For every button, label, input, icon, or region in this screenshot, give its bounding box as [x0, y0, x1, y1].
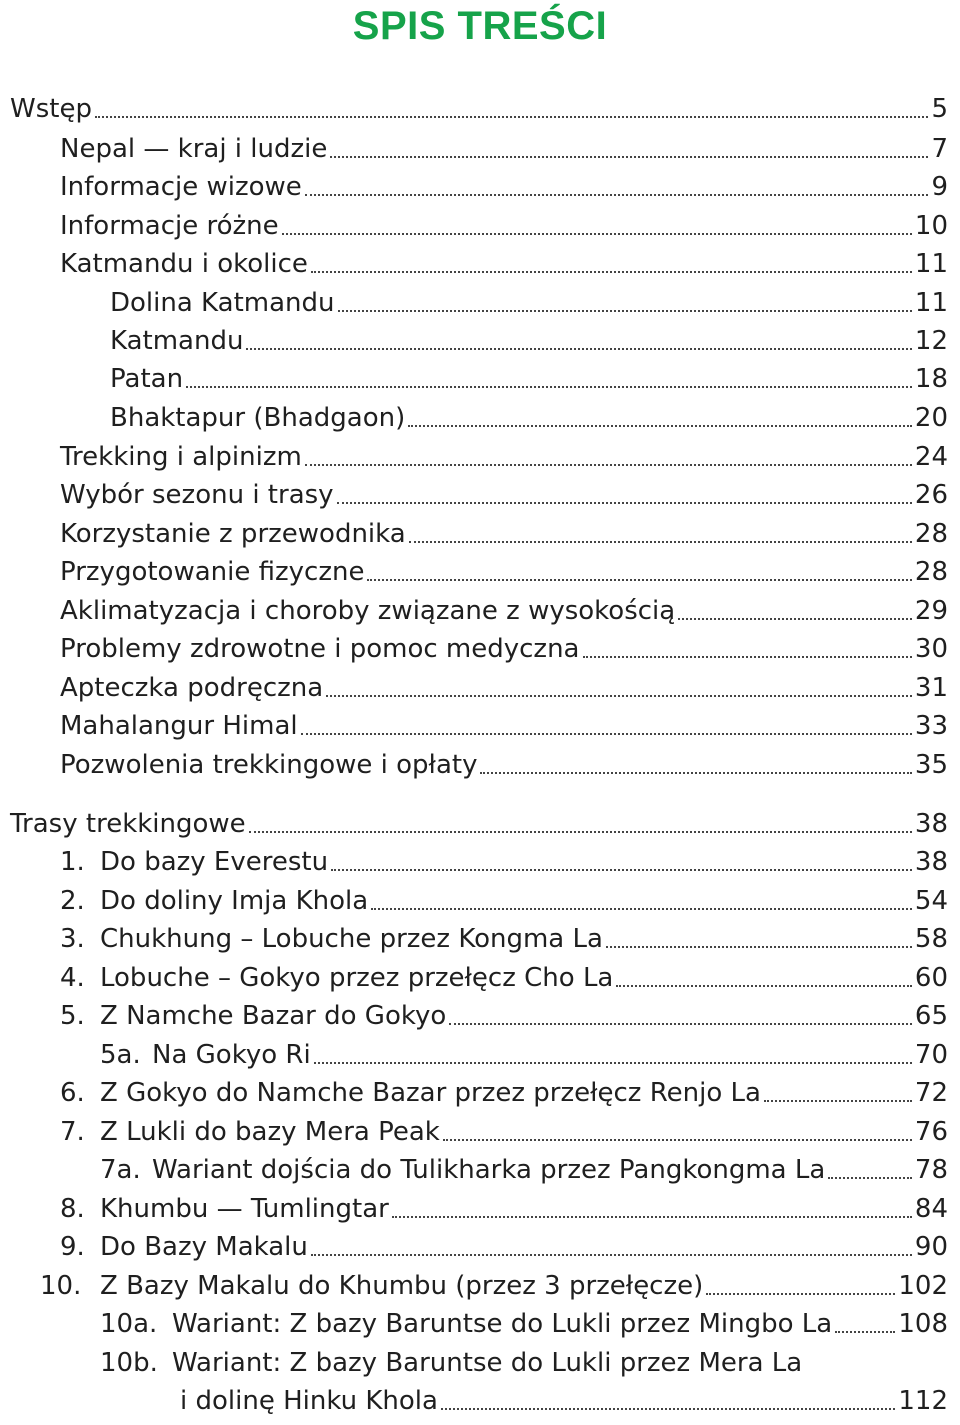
entry-number: 7.	[60, 1117, 85, 1147]
dot-leader	[443, 1138, 912, 1141]
dot-leader	[706, 1292, 895, 1295]
toc-entry	[0, 438, 948, 476]
toc-entry	[0, 1344, 948, 1382]
toc-entry	[0, 553, 948, 591]
entry-title: Mahalangur Himal	[60, 711, 298, 741]
page-number: 12	[914, 326, 948, 356]
toc-entry	[0, 207, 948, 245]
toc-entry	[0, 805, 948, 843]
toc-entry	[0, 882, 948, 920]
page-number: 58	[914, 924, 948, 954]
entry-title: Apteczka podręczna	[60, 673, 324, 703]
toc-entry	[0, 592, 948, 630]
dot-leader	[616, 984, 912, 987]
dot-leader	[305, 463, 912, 466]
toc-entry	[0, 399, 948, 437]
page-number: 78	[914, 1155, 948, 1185]
dot-leader	[367, 578, 911, 581]
entry-number: 7a.	[100, 1155, 141, 1185]
page-number: 20	[914, 403, 948, 433]
entry-number: 5a.	[100, 1040, 141, 1070]
dot-leader	[371, 907, 912, 910]
toc-entry	[0, 920, 948, 958]
page-number: 76	[914, 1117, 948, 1147]
dot-leader	[305, 193, 929, 196]
entry-number: 8.	[60, 1194, 85, 1224]
dot-leader	[301, 732, 912, 735]
toc-entry	[0, 746, 948, 784]
page-number: 54	[914, 886, 948, 916]
entry-title: Z Lukli do bazy Mera Peak	[100, 1117, 440, 1147]
entry-number: 4.	[60, 963, 85, 993]
page-number: 28	[914, 519, 948, 549]
entry-title: Aklimatyzacja i choroby związane z wysokością	[60, 596, 676, 626]
toc-entry	[0, 360, 948, 398]
page-title: SPIS TREŚCI	[352, 4, 608, 48]
entry-title: Wstęp	[10, 94, 92, 124]
toc-entry	[0, 476, 948, 514]
entry-title: Dolina Katmandu	[110, 288, 335, 318]
toc-entry	[0, 1074, 948, 1112]
entry-number: 9.	[60, 1232, 85, 1262]
entry-title: Nepal — kraj i ludzie	[60, 134, 328, 164]
toc-entry	[0, 322, 948, 360]
entry-title: Do Bazy Makalu	[100, 1232, 308, 1262]
entry-title: Katmandu i okolice	[60, 249, 308, 279]
dot-leader	[449, 1022, 912, 1025]
toc-entry	[0, 130, 948, 168]
entry-title: Wariant dojścia do Tulikharka przez Pangkongma La	[152, 1155, 826, 1185]
entry-title: Do doliny Imja Khola	[100, 886, 369, 916]
entry-title: i dolinę Hinku Khola	[180, 1386, 438, 1416]
dot-leader	[835, 1330, 895, 1333]
entry-title: Problemy zdrowotne i pomoc medyczna	[60, 634, 580, 664]
dot-leader	[186, 385, 912, 388]
entry-number: 3.	[60, 924, 85, 954]
toc-entry	[0, 1190, 948, 1228]
dot-leader	[326, 694, 912, 697]
dot-leader	[331, 868, 912, 871]
page-number: 5	[931, 94, 948, 124]
toc-entry	[0, 1113, 948, 1151]
page-number: 60	[914, 963, 948, 993]
entry-title: Bhaktapur (Bhadgaon)	[110, 403, 406, 433]
entry-title: Pozwolenia trekkingowe i opłaty	[60, 750, 478, 780]
page-number: 112	[898, 1386, 948, 1416]
toc-entry	[0, 90, 948, 128]
entry-number: 1.	[60, 847, 85, 877]
page-number: 108	[898, 1309, 948, 1339]
dot-leader	[311, 1253, 912, 1256]
entry-title: Informacje różne	[60, 211, 279, 241]
dot-leader	[606, 945, 912, 948]
page-number: 18	[914, 364, 948, 394]
dot-leader	[408, 424, 912, 427]
page-number: 84	[914, 1194, 948, 1224]
page-number: 29	[914, 596, 948, 626]
page-number: 30	[914, 634, 948, 664]
toc-entry	[0, 245, 948, 283]
entry-number: 10a.	[100, 1309, 158, 1339]
dot-leader	[249, 830, 912, 833]
toc-entry	[0, 630, 948, 668]
page-number: 33	[914, 711, 948, 741]
dot-leader	[764, 1099, 912, 1102]
entry-number: 6.	[60, 1078, 85, 1108]
toc-entry	[0, 669, 948, 707]
entry-title: Na Gokyo Ri	[152, 1040, 311, 1070]
entry-title: Trasy trekkingowe	[10, 809, 246, 839]
toc-entry	[0, 1228, 948, 1266]
page-number: 65	[914, 1001, 948, 1031]
entry-title: Katmandu	[110, 326, 244, 356]
page-number: 35	[914, 750, 948, 780]
dot-leader	[678, 617, 912, 620]
toc-entry	[0, 284, 948, 322]
dot-leader	[828, 1176, 912, 1179]
page-number: 10	[914, 211, 948, 241]
toc-entry	[0, 1036, 948, 1074]
page-number: 38	[914, 847, 948, 877]
dot-leader	[282, 232, 912, 235]
page-number: 72	[914, 1078, 948, 1108]
entry-title: Chukhung – Lobuche przez Kongma La	[100, 924, 603, 954]
page-number: 24	[914, 442, 948, 472]
page-number: 38	[914, 809, 948, 839]
page-number: 28	[914, 557, 948, 587]
entry-title: Wariant: Z bazy Baruntse do Lukli przez Mingbo La	[172, 1309, 833, 1339]
entry-title: Wariant: Z bazy Baruntse do Lukli przez Mera La	[172, 1348, 803, 1378]
entry-title: Z Gokyo do Namche Bazar przez przełęcz Renjo La	[100, 1078, 761, 1108]
toc-entry	[0, 707, 948, 745]
dot-leader	[441, 1407, 895, 1410]
page-number: 26	[914, 480, 948, 510]
dot-leader	[330, 155, 928, 158]
toc-entry	[0, 1382, 948, 1420]
entry-title: Khumbu — Tumlingtar	[100, 1194, 389, 1224]
page-number: 9	[931, 172, 948, 202]
entry-title: Przygotowanie fizyczne	[60, 557, 365, 587]
dot-leader	[583, 655, 912, 658]
dot-leader	[338, 309, 912, 312]
page-number: 31	[914, 673, 948, 703]
entry-title: Korzystanie z przewodnika	[60, 519, 406, 549]
entry-number: 2.	[60, 886, 85, 916]
page-number: 11	[914, 288, 948, 318]
dot-leader	[392, 1215, 912, 1218]
dot-leader	[314, 1061, 912, 1064]
toc-entry	[0, 1305, 948, 1343]
entry-title: Wybór sezonu i trasy	[60, 480, 334, 510]
dot-leader	[95, 115, 929, 118]
toc-entry	[0, 843, 948, 881]
entry-number: 10.	[40, 1271, 82, 1301]
entry-title: Z Namche Bazar do Gokyo	[100, 1001, 447, 1031]
entry-number: 5.	[60, 1001, 85, 1031]
page-number: 102	[898, 1271, 948, 1301]
toc-entry	[0, 515, 948, 553]
toc-entry	[0, 1267, 948, 1305]
entry-number: 10b.	[100, 1348, 158, 1378]
dot-leader	[311, 270, 912, 273]
page-number: 70	[914, 1040, 948, 1070]
toc-entry	[0, 959, 948, 997]
page-number: 90	[914, 1232, 948, 1262]
entry-title: Patan	[110, 364, 184, 394]
entry-title: Trekking i alpinizm	[60, 442, 302, 472]
page-number: 11	[914, 249, 948, 279]
entry-title: Do bazy Everestu	[100, 847, 329, 877]
entry-title: Z Bazy Makalu do Khumbu (przez 3 przełęcze)	[100, 1271, 704, 1301]
dot-leader	[246, 347, 911, 350]
page-number: 7	[931, 134, 948, 164]
entry-title: Lobuche – Gokyo przez przełęcz Cho La	[100, 963, 614, 993]
dot-leader	[409, 540, 912, 543]
dot-leader	[337, 501, 912, 504]
dot-leader	[480, 771, 911, 774]
toc-entry	[0, 997, 948, 1035]
toc-entry	[0, 168, 948, 206]
toc-entry	[0, 1151, 948, 1189]
entry-title: Informacje wizowe	[60, 172, 302, 202]
